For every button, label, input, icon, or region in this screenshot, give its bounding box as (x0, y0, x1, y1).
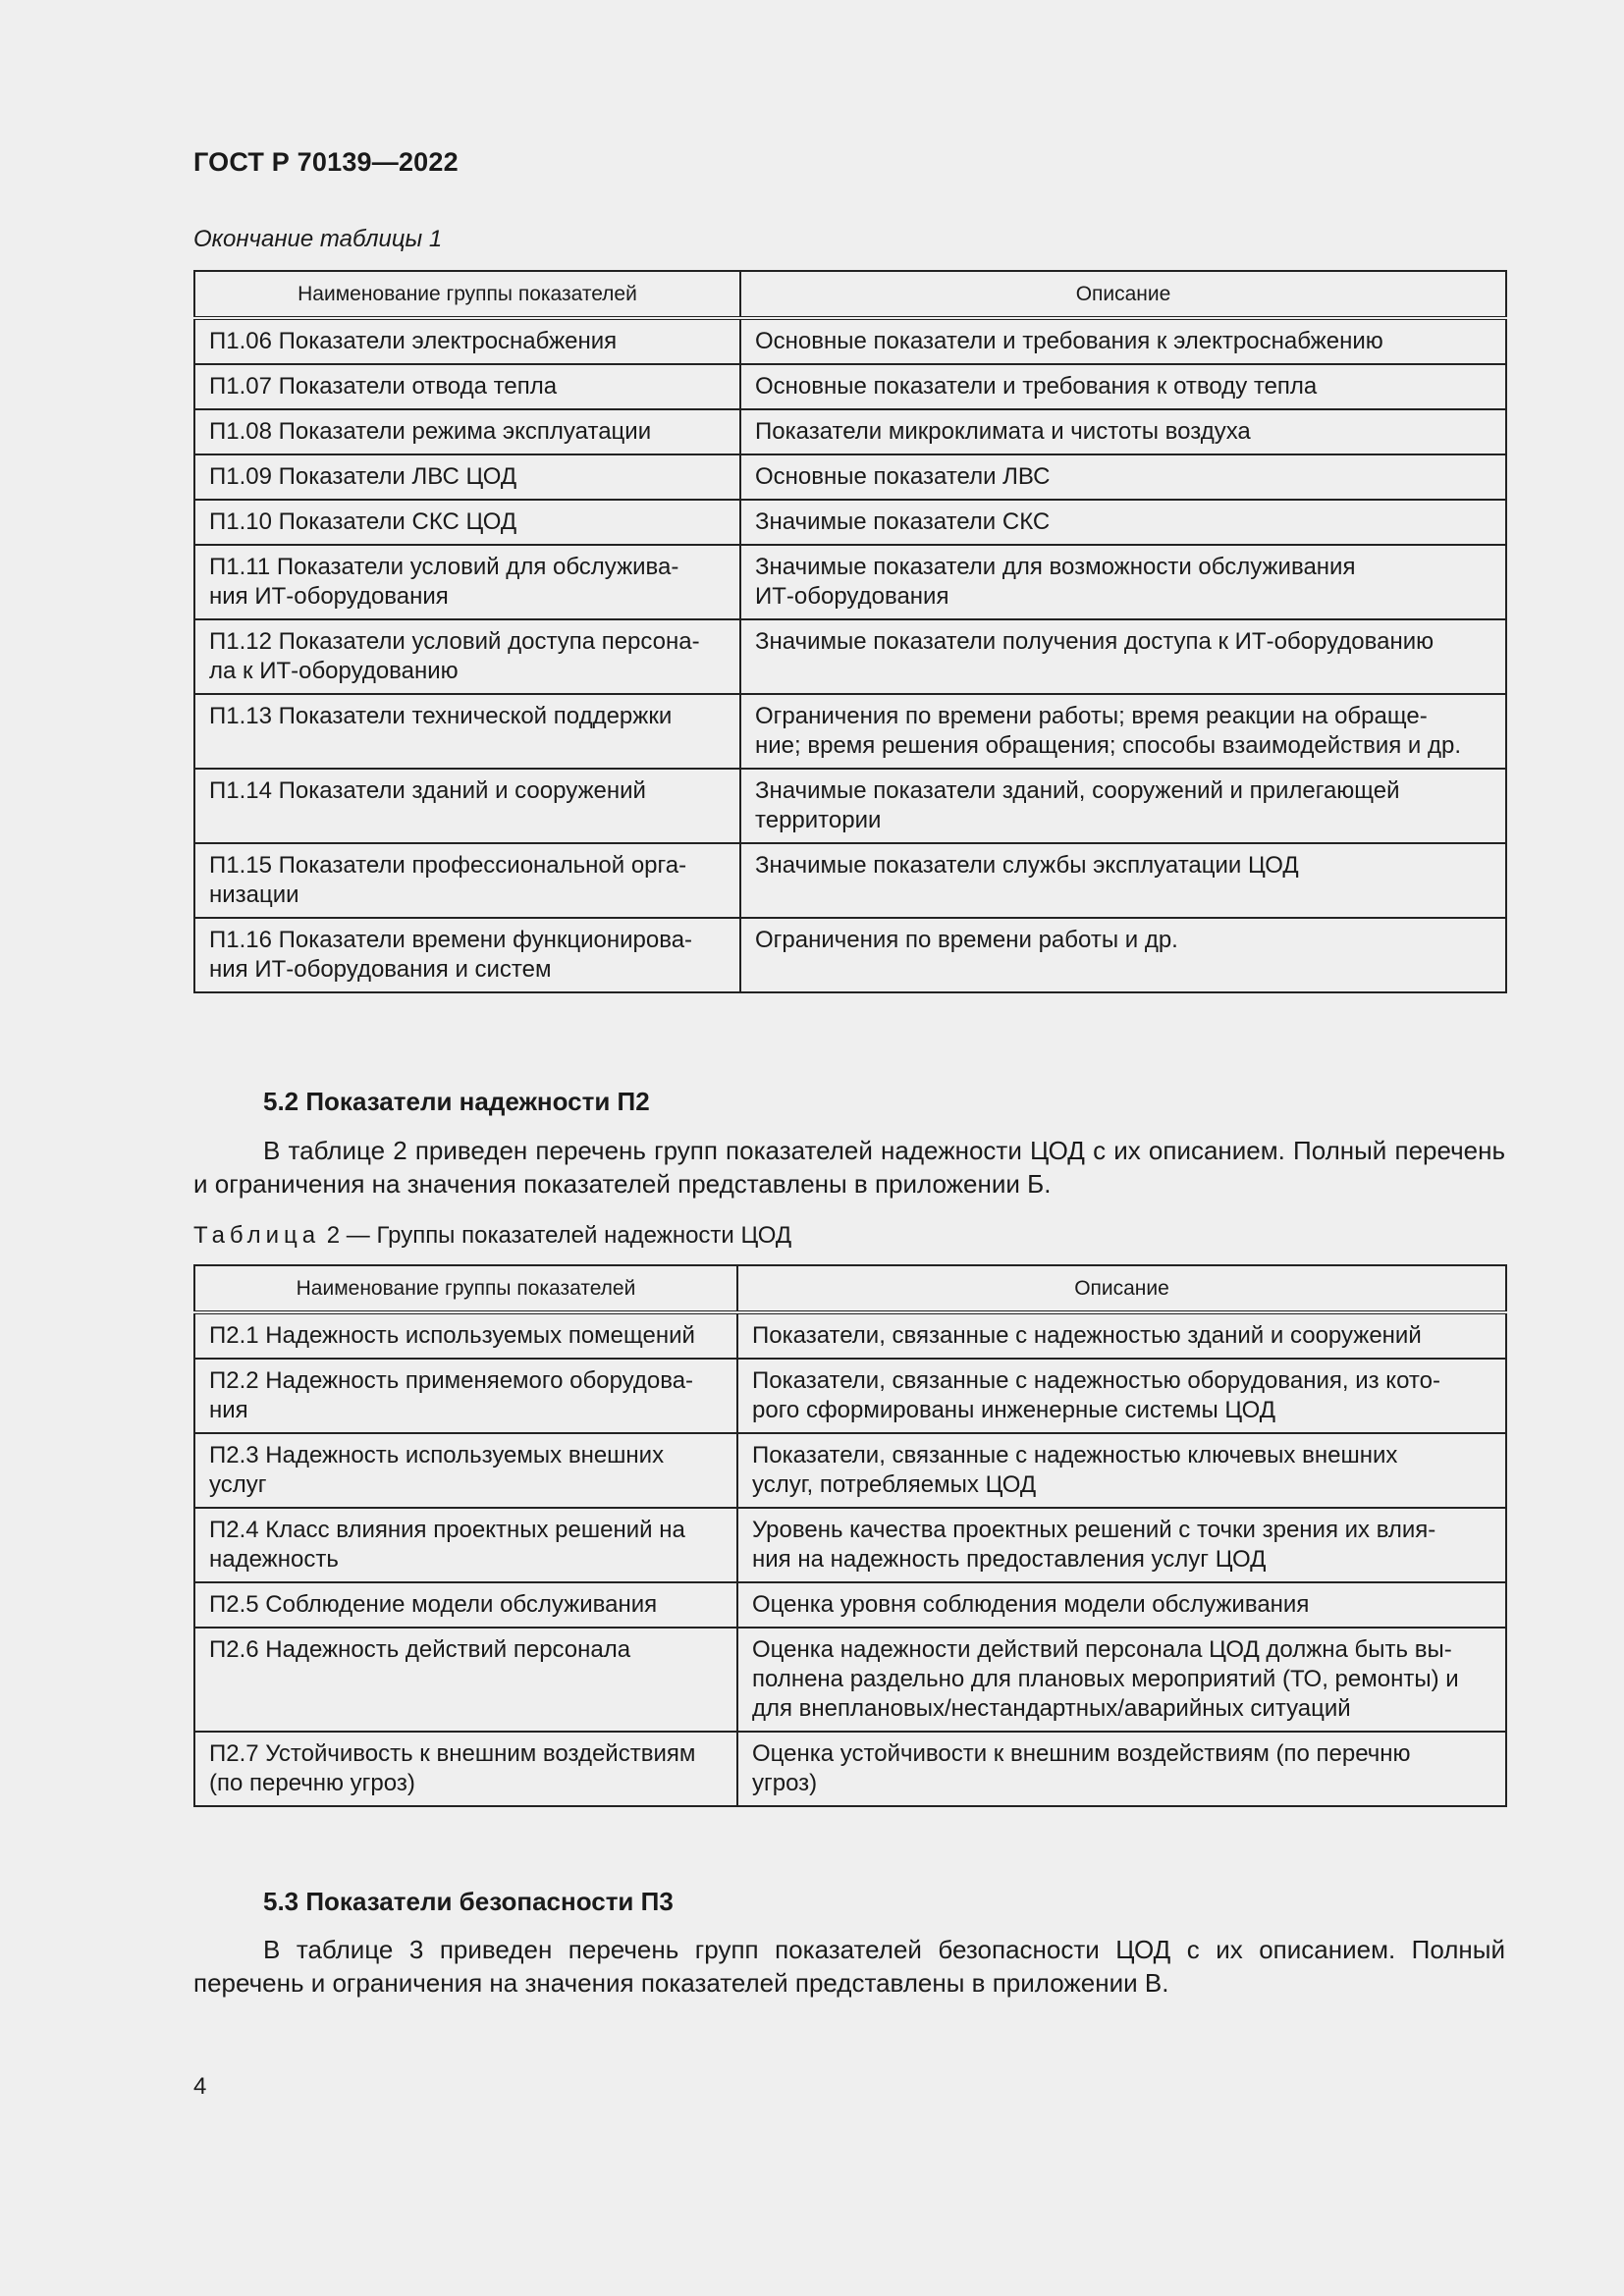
group-name-cell: П2.6 Надежность действий персонала (194, 1628, 737, 1732)
group-name-cell: П1.09 Показатели ЛВС ЦОД (194, 454, 740, 500)
group-name-cell: П1.14 Показатели зданий и сооружений (194, 769, 740, 843)
document-header: ГОСТ Р 70139—2022 (193, 147, 459, 177)
group-name-cell: П1.06 Показатели электроснабжения (194, 318, 740, 364)
group-name-cell: П2.1 Надежность используемых помещений (194, 1312, 737, 1359)
table-row (194, 694, 1506, 769)
table2 (193, 1264, 1507, 1807)
group-name-cell: П1.08 Показатели режима эксплуатации (194, 409, 740, 454)
table-row (194, 364, 1506, 409)
description-cell: Основные показатели и требования к электроснабжению (740, 318, 1506, 364)
group-name-cell: П1.15 Показатели профессиональной орга- низации (194, 843, 740, 918)
table-row (194, 918, 1506, 992)
description-cell: Значимые показатели зданий, сооружений и прилегающей территории (740, 769, 1506, 843)
table-row (194, 619, 1506, 694)
table-row (194, 500, 1506, 545)
table1-header-row (194, 271, 1506, 318)
description-cell: Оценка устойчивости к внешним воздействиям (по перечню угроз) (737, 1732, 1506, 1806)
table2-header-name: Наименование группы показателей (194, 1265, 737, 1312)
table1 (193, 270, 1507, 993)
description-cell: Значимые показатели СКС (740, 500, 1506, 545)
group-name-cell: П1.13 Показатели технической поддержки (194, 694, 740, 769)
description-cell: Оценка уровня соблюдения модели обслуживания (737, 1582, 1506, 1628)
table-row (194, 1312, 1506, 1359)
description-cell: Основные показатели и требования к отводу тепла (740, 364, 1506, 409)
group-name-cell: П2.5 Соблюдение модели обслуживания (194, 1582, 737, 1628)
page-number: 4 (193, 2073, 207, 2100)
description-cell: Показатели, связанные с надежностью ключевых внешних услуг, потребляемых ЦОД (737, 1433, 1506, 1508)
description-cell: Основные показатели ЛВС (740, 454, 1506, 500)
table-row (194, 843, 1506, 918)
section-5-3-paragraph: В таблице 3 приведен перечень групп показателей безопасности ЦОД с их описанием. Полный перечень и ограничения на значения показателей представлены в приложении В. (193, 1935, 1505, 1998)
table1-caption: Окончание таблицы 1 (193, 226, 443, 252)
description-cell: Показатели, связанные с надежностью зданий и сооружений (737, 1312, 1506, 1359)
table-row (194, 318, 1506, 364)
table-row (194, 1732, 1506, 1806)
table2-header-description: Описание (737, 1265, 1506, 1312)
table1-header-name: Наименование группы показателей (194, 271, 740, 318)
table-row (194, 1508, 1506, 1582)
description-cell: Значимые показатели для возможности обслуживания ИТ-оборудования (740, 545, 1506, 619)
table-row (194, 1433, 1506, 1508)
description-cell: Показатели микроклимата и чистоты воздуха (740, 409, 1506, 454)
description-cell: Ограничения по времени работы и др. (740, 918, 1506, 992)
description-cell: Оценка надежности действий персонала ЦОД должна быть вы- полнена раздельно для плановых мероприятий (ТО, ремонты) и для внеплановых/нестандартных/аварийных ситуаций (737, 1628, 1506, 1732)
group-name-cell: П2.2 Надежность применяемого оборудова- ния (194, 1359, 737, 1433)
table-row (194, 454, 1506, 500)
section-5-2-heading: 5.2 Показатели надежности П2 (263, 1087, 650, 1116)
section-5-2-paragraph: В таблице 2 приведен перечень групп показателей надежности ЦОД с их описанием. Полный перечень и ограничения на значения показателей представлены в приложении Б. (193, 1136, 1505, 1199)
group-name-cell: П2.3 Надежность используемых внешних услуг (194, 1433, 737, 1508)
group-name-cell: П1.16 Показатели времени функционирова- ния ИТ-оборудования и систем (194, 918, 740, 992)
group-name-cell: П2.4 Класс влияния проектных решений на надежность (194, 1508, 737, 1582)
table-row (194, 409, 1506, 454)
table-row (194, 1628, 1506, 1732)
table1-header-description: Описание (740, 271, 1506, 318)
description-cell: Значимые показатели получения доступа к ИТ-оборудованию (740, 619, 1506, 694)
table2-header-row (194, 1265, 1506, 1312)
description-cell: Ограничения по времени работы; время реакции на обраще- ние; время решения обращения; способы взаимодействия и др. (740, 694, 1506, 769)
description-cell: Уровень качества проектных решений с точки зрения их влия- ния на надежность предоставления услуг ЦОД (737, 1508, 1506, 1582)
description-cell: Показатели, связанные с надежностью оборудования, из кото- рого сформированы инженерные системы ЦОД (737, 1359, 1506, 1433)
group-name-cell: П1.10 Показатели СКС ЦОД (194, 500, 740, 545)
section-5-3-heading: 5.3 Показатели безопасности П3 (263, 1887, 674, 1916)
table2-caption (193, 1222, 791, 1250)
description-cell: Значимые показатели службы эксплуатации ЦОД (740, 843, 1506, 918)
group-name-cell: П2.7 Устойчивость к внешним воздействиям (по перечню угроз) (194, 1732, 737, 1806)
table2-caption-text: 2 — Группы показателей надежности ЦОД (326, 1222, 792, 1249)
table2-caption-label: Таблица (193, 1222, 321, 1249)
table-row (194, 769, 1506, 843)
group-name-cell: П1.11 Показатели условий для обслужива- ния ИТ-оборудования (194, 545, 740, 619)
table-row (194, 545, 1506, 619)
table-row (194, 1582, 1506, 1628)
group-name-cell: П1.12 Показатели условий доступа персона- ла к ИТ-оборудованию (194, 619, 740, 694)
table-row (194, 1359, 1506, 1433)
group-name-cell: П1.07 Показатели отвода тепла (194, 364, 740, 409)
